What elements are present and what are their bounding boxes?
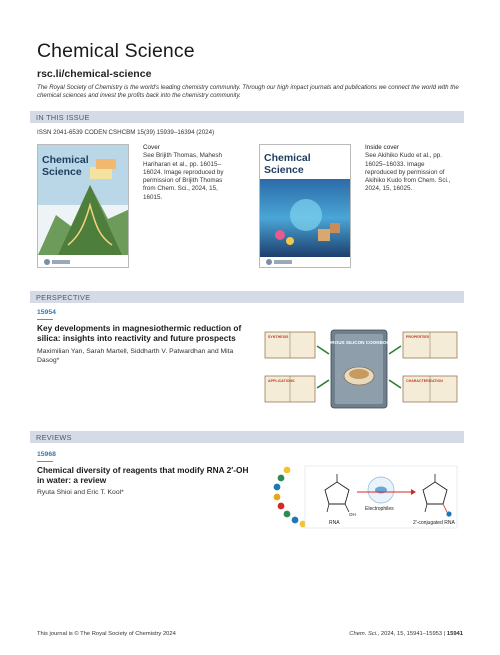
accent-divider <box>37 461 53 462</box>
svg-text:OH: OH <box>349 512 356 517</box>
inside-cover-description: See Akihiko Kudo et al., pp. 16025–16033. Image reproduced by permission of Akihiko Kudo from Chem. Sci., 2024, 15, 16025. <box>365 152 451 193</box>
article-title[interactable]: Chemical diversity of reagents that modify RNA 2′-OH in water: a review <box>37 465 249 486</box>
footer-citation-rest: , 2024, 15, 15941–15953 | <box>377 631 446 637</box>
electrophile-icon <box>368 477 394 503</box>
cover-image[interactable] <box>37 144 129 268</box>
inside-cover-caption <box>365 144 457 194</box>
article-page-number: 15954 <box>37 309 56 316</box>
footer-journal-abbrev: Chem. Sci. <box>349 631 378 637</box>
cover-logo-line1: Chemical <box>42 154 89 166</box>
cover-logo-line2: Science <box>42 166 82 178</box>
article-title[interactable]: Key developments in magnesiothermic reduction of silica: insights into reactivity and future prospects <box>37 323 242 344</box>
rna-label: RNA <box>329 520 340 526</box>
section-label: PERSPECTIVE <box>36 292 91 302</box>
book-label-synthesis: SYNTHESIS <box>268 335 289 339</box>
section-label: REVIEWS <box>36 432 72 442</box>
cookbook-title: POROUS SILICON COOKBOOK <box>324 340 394 345</box>
issn-line: ISSN 2041-6539 CODEN CSHCBM 15(39) 15939–16394 (2024) <box>37 129 215 136</box>
inside-cover-illustration <box>260 145 351 268</box>
cover-caption <box>143 144 235 202</box>
electrophiles-label: Electrophiles <box>365 506 394 512</box>
conjugated-rna-label: 2′-conjugated RNA <box>413 520 455 526</box>
inside-cover-logo-line1: Chemical <box>264 152 311 164</box>
cookbook-graphic <box>263 326 463 412</box>
book-label-characterization: CHARACTERIZATION <box>406 379 443 383</box>
article-authors: Ryuta Shioi and Eric T. Kool* <box>37 489 124 496</box>
section-bar-reviews <box>30 431 464 443</box>
article-page-number: 15968 <box>37 451 56 458</box>
inside-cover-logo-line2: Science <box>264 164 304 176</box>
footer-copyright: This journal is © The Royal Society of Chemistry 2024 <box>37 631 176 637</box>
perspective-graphical-abstract[interactable] <box>263 326 463 412</box>
book-label-applications: APPLICATIONS <box>268 379 295 383</box>
journal-blurb: The Royal Society of Chemistry is the world's leading chemistry community. Through our high impact journals and publications we connect the world with the chemical sciences and invest the profits back into the chemistry community. <box>37 84 459 99</box>
cover-heading: Cover <box>143 144 160 151</box>
accent-divider <box>37 319 53 320</box>
journal-title: Chemical Science <box>37 40 195 62</box>
book-label-properties: PROPERTIES <box>406 335 430 339</box>
cover-description: See Brijith Thomas, Mahesh Hariharan et al., pp. 16015–16024. Image reproduced by permission of Brijith Thomas from Chem. Sci., 2024, 15, 16015. <box>143 152 224 201</box>
cover-illustration <box>38 145 129 268</box>
review-graphical-abstract[interactable] <box>263 462 463 530</box>
footer-citation <box>349 631 463 637</box>
rna-modification-graphic <box>263 462 463 530</box>
section-label: IN THIS ISSUE <box>36 112 90 122</box>
journal-url[interactable]: rsc.li/chemical-science <box>37 68 152 80</box>
footer-page-number: 15941 <box>446 631 463 637</box>
section-bar-in-this-issue <box>30 111 464 123</box>
inside-cover-image[interactable] <box>259 144 351 268</box>
article-authors: Maximilian Yan, Sarah Martell, Siddharth V. Patwardhan and Mita Dasog* <box>37 348 234 364</box>
section-bar-perspective <box>30 291 464 303</box>
inside-cover-heading: Inside cover <box>365 144 399 151</box>
